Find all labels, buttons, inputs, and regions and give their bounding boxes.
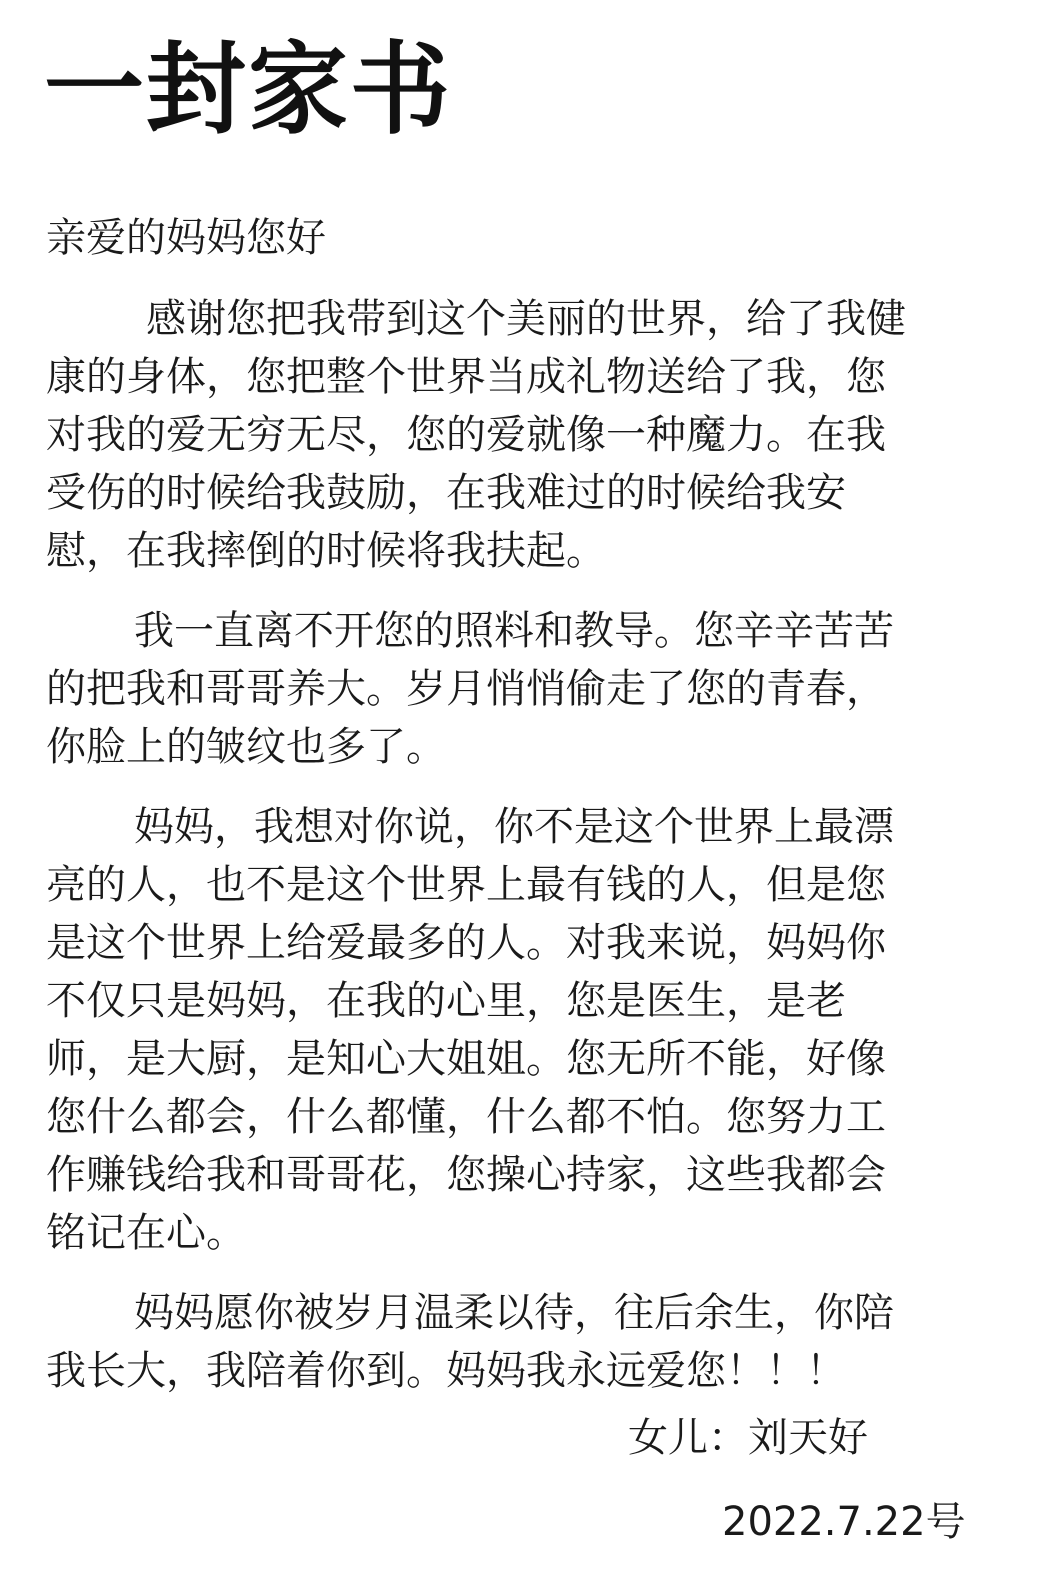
letter-greeting: 亲爱的妈妈您好 xyxy=(46,215,326,261)
paragraph-line: 妈妈，我想对你说，你不是这个世界上最漂 xyxy=(134,804,894,850)
paragraph-line: 不仅只是妈妈，在我的心里，您是医生，是老 xyxy=(46,978,846,1024)
letter-body xyxy=(46,290,986,1422)
paragraph-3 xyxy=(46,798,986,1262)
paragraph-line: 的把我和哥哥养大。岁月悄悄偷走了您的青春， xyxy=(46,666,886,712)
letter-title: 一封家书 xyxy=(44,31,452,148)
paragraph-line: 你脸上的皱纹也多了。 xyxy=(46,724,446,770)
paragraph-4 xyxy=(46,1284,986,1400)
paragraph-line: 是这个世界上给爱最多的人。对我来说，妈妈你 xyxy=(46,920,886,966)
paragraph-line: 铭记在心。 xyxy=(46,1210,246,1256)
paragraph-line: 受伤的时候给我鼓励，在我难过的时候给我安 xyxy=(46,470,846,516)
paragraph-line: 亮的人，也不是这个世界上最有钱的人，但是您 xyxy=(46,862,886,908)
paragraph-line: 我长大，我陪着你到。妈妈我永远爱您！！！ xyxy=(46,1348,846,1394)
paragraph-line: 感谢您把我带到这个美丽的世界，给了我健 xyxy=(146,296,906,342)
paragraph-line: 师，是大厨，是知心大姐姐。您无所不能，好像 xyxy=(46,1036,886,1082)
paragraph-1 xyxy=(46,290,986,580)
paragraph-line: 我一直离不开您的照料和教导。您辛辛苦苦 xyxy=(134,608,894,654)
paragraph-line: 对我的爱无穷无尽，您的爱就像一种魔力。在我 xyxy=(46,412,886,458)
paragraph-line: 慰，在我摔倒的时候将我扶起。 xyxy=(46,528,606,574)
letter-date: 2022.7.22号 xyxy=(722,1499,966,1545)
paragraph-line: 作赚钱给我和哥哥花，您操心持家，这些我都会 xyxy=(46,1152,886,1198)
letter-signature: 女儿：刘天好 xyxy=(628,1415,868,1461)
paragraph-line: 康的身体，您把整个世界当成礼物送给了我，您 xyxy=(46,354,886,400)
paragraph-2 xyxy=(46,602,986,776)
paragraph-line: 您什么都会，什么都懂，什么都不怕。您努力工 xyxy=(46,1094,886,1140)
paragraph-line: 妈妈愿你被岁月温柔以待，往后余生，你陪 xyxy=(134,1290,894,1336)
